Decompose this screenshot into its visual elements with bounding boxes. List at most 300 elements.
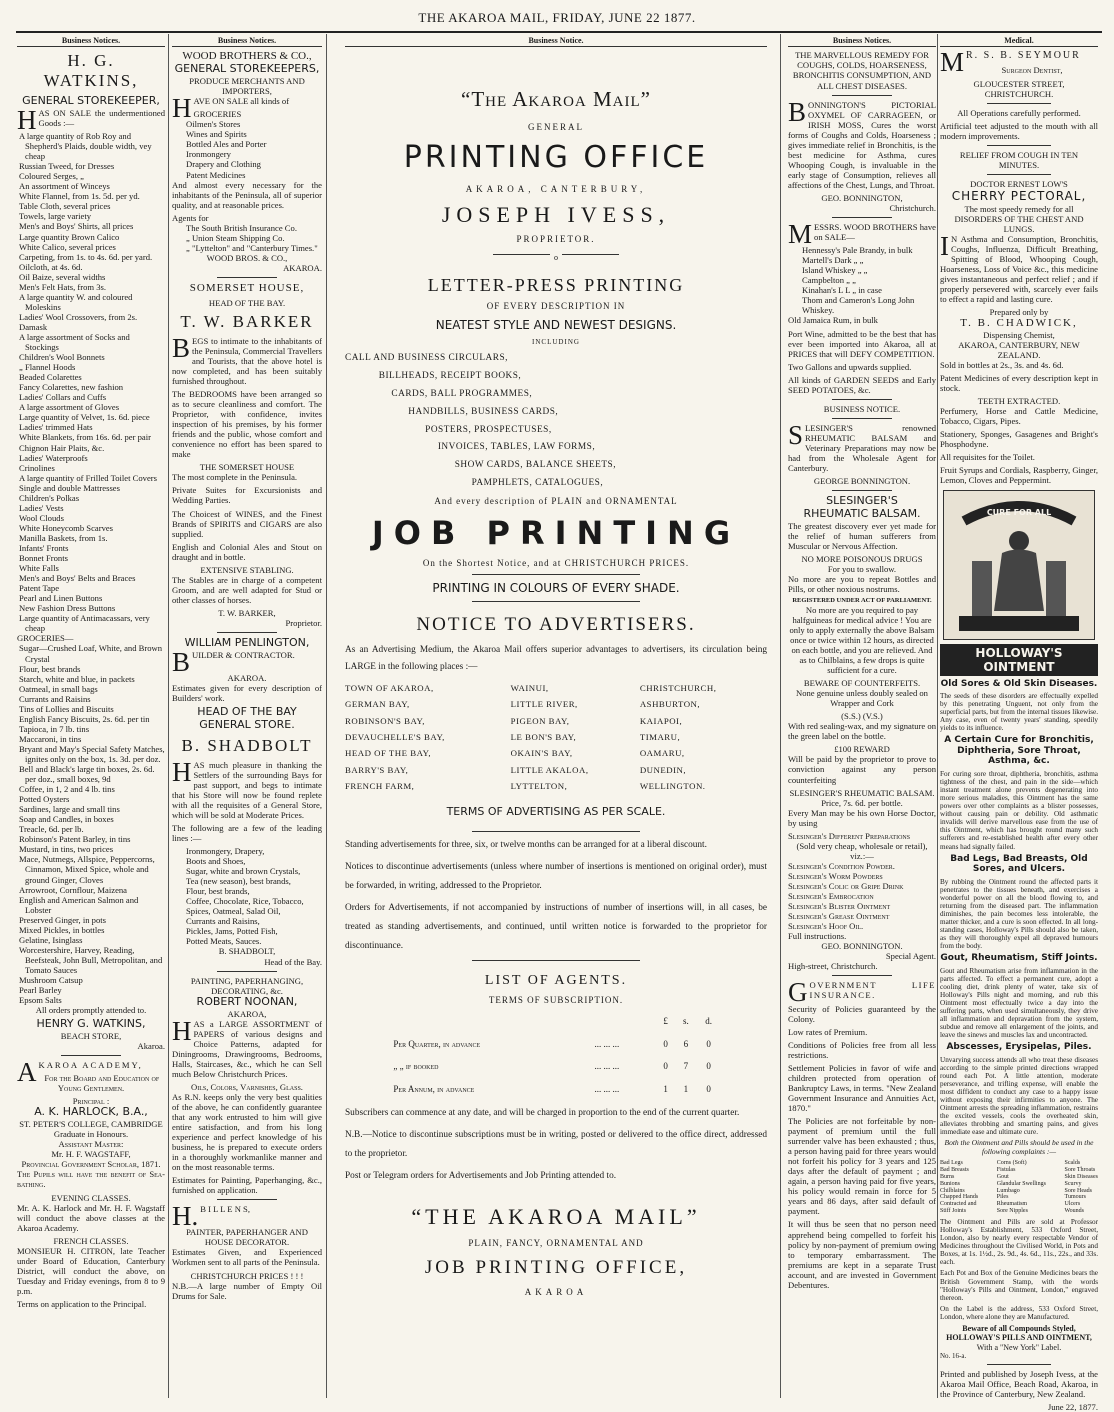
list-item: Men's and Boys' Belts and Braces [19, 573, 136, 584]
rule-ornament: o [550, 253, 562, 262]
column-rule [326, 34, 327, 1398]
list-item: Tapioca, in 7 lb. tins [19, 723, 90, 734]
list-item: Ulcers [1064, 1201, 1081, 1208]
list-item: Worcestershire, Harvey, Reading, Beefsteak, John Bull, Metropolitan, and Tomato Sauces [19, 944, 163, 975]
list-item: An assortment of Winceys [19, 181, 110, 192]
agents-label: Agents for [172, 212, 209, 223]
wood-title: WOOD BROTHERS & CO., [182, 50, 312, 63]
list-item: Lumbago [996, 1187, 1020, 1194]
list-item: Carpeting, from 1s. to 4s. 6d. per yard. [19, 251, 153, 262]
discontinue-text: Notices to discontinue advertisements (unless where number of insertions is mentioned on original order), must be forwarded, in writing, addressed to the Proprietor. [345, 861, 767, 892]
bronchitis-title: A Certain Cure for Bronchitis, Diphtheria, Sore Throat, Asthma, &c. [944, 735, 1094, 767]
list-item: Coloured Serges, „ [19, 171, 84, 182]
academy-for: For the Board and Education of Young Gentlemen. [44, 1073, 160, 1094]
list-item: White Honeycomb Scarves [19, 522, 114, 533]
list-item: Slesinger's Embrocation [788, 891, 874, 902]
legs-title: Bad Legs, Bad Breasts, Old Sores, and Ulcers. [950, 853, 1088, 875]
list-item: Ladies' trimmed Hats [19, 422, 93, 433]
list-item: „ Union Steam Shipping Co. [186, 232, 285, 243]
office-place: AKAROA, CANTERBURY, [465, 183, 647, 194]
list-item: Ladies' Wool Crossovers, from 2s. [19, 311, 138, 322]
printing-item: SHOW CARDS, BALANCE SHEETS, [454, 460, 617, 471]
speedy-text: The most speedy remedy for all [964, 203, 1074, 214]
sores-title: Old Sores & Old Skin Diseases. [940, 678, 1098, 689]
list-item: Large quantity Brown Calico [19, 231, 120, 242]
terms-title: TERMS OF ADVERTISING AS PER SCALE. [446, 805, 666, 819]
list-item: Oatmeal, in small bags [19, 683, 98, 694]
holloway-title: HOLLOWAY'S OINTMENT [940, 644, 1098, 676]
orders-note: All orders promptly attended to. [35, 1005, 147, 1016]
list-item: A large assortment of Gloves [19, 402, 120, 413]
list-item: Slesinger's Hoof Oil. [788, 921, 864, 932]
list-item: Chignon Hair Plaits, &c. [19, 442, 105, 453]
list-item: Hennessy's Pale Brandy, in bulk [802, 245, 913, 256]
proprietor-label: PROPRIETOR. [516, 233, 596, 244]
list-item: Coffee, in 1, 2 and 4 lb. tins [19, 784, 115, 795]
printed-date: June 22, 1877. [1047, 1402, 1098, 1412]
column-header: Medical. [940, 36, 1098, 47]
billens-text: Estimates Given, and Experienced Workmen sent to all parts of the Peninsula. [172, 1247, 322, 1268]
seal-mark: (S.S.) (V.S.) [841, 711, 883, 722]
teeth-extracted: TEETH EXTRACTED. [977, 396, 1061, 407]
list-item: Epsom Salts [19, 995, 62, 1006]
list-item: A large quantity of Rob Roy and Shepherd's Plaids, double width, vey cheap [19, 131, 152, 162]
column-header: d. [705, 1016, 713, 1027]
column-header: Business Notice. [345, 36, 767, 47]
hob-title: HEAD OF THE BAY GENERAL STORE. [197, 705, 297, 731]
table-row [345, 762, 767, 778]
list-item: Bonnet Fronts [19, 553, 68, 564]
beware-title: Beware of all Compounds Styled, [962, 1323, 1076, 1333]
footer-title: “THE AKAROA MAIL” [411, 1204, 701, 1230]
stabling-text: The Stables are in charge of a competent Groom, and are well adapted for Stud or other classes of horses. [172, 574, 322, 605]
list-item: Sugar—Crushed Loaf, White, and Brown Crystal [19, 643, 163, 664]
list-item: Patent Tape [19, 583, 60, 594]
list-item: Potted Oysters [19, 794, 70, 805]
subscription-cell: 0 [706, 1083, 711, 1094]
price-text: Price, 7s. 6d. per bottle. [821, 797, 903, 808]
list-item: New Fashion Dress Buttons [19, 603, 116, 614]
list-item: Piles [996, 1194, 1009, 1201]
reward-text: Will be paid by the proprietor to prove to conviction against any person counterfeiting [788, 754, 936, 785]
drop-cap: H. [172, 1201, 199, 1232]
drop-cap: M [788, 219, 813, 250]
evening-text: Mr. A. K. Harlock and Mr. H. F. Wagstaff will conduct the above classes at the Akaroa Academy. [17, 1202, 165, 1233]
column-3 [345, 36, 767, 1305]
bonnington-text: ONNINGTON'S PICTORIAL OXYMEL OF CARRAGEEN, or IRISH MOSS, Cures the worst forms of Coughs and Colds, Hoarseness ; gives immediate relief in Bronchitis, is the best medicine for Asthma, cures Whooping Cough, is invaluable in the early stage of Consumption, relieves all affections of the Chest, Lungs, and Throat. [788, 99, 936, 190]
town-cell: KAIAPOI, [639, 715, 683, 726]
masthead: THE AKAROA MAIL, FRIDAY, JUNE 22 1877. [418, 10, 696, 25]
list-item: Slesinger's Grease Ointment [788, 911, 890, 922]
printing-item: PAMPHLETS, CATALOGUES, [471, 478, 604, 489]
column-header: s. [683, 1016, 689, 1027]
town-cell: OAMARU, [639, 748, 685, 759]
drop-cap: H [172, 756, 192, 787]
asthma-text: N Asthma and Consumption, Bronchitis, Coughs, Influenza, Difficult Breathing, Spitting of Blood, Whooping Cough, Hoarseness, Loss of Voice &c., this medicine gives instantaneous and perfect relief ; and if properly persevered with, scarcely ever fails to effect a rapid and lasting cure. [940, 233, 1098, 304]
table-row [345, 696, 767, 712]
list-item: Ladies' Collars and Cuffs [19, 392, 107, 403]
beware-title: BEWARE OF COUNTERFEITS. [803, 678, 921, 689]
list-item: Patent Medicines [186, 169, 246, 180]
drop-cap: A [17, 1057, 37, 1088]
barker-text: Private Suites for Excursionists and Wedding Parties. [172, 485, 322, 506]
town-cell: TIMARU, [639, 731, 681, 742]
bonnington-place: Christchurch. [889, 203, 936, 214]
list-item: Mustard, in tins, two prices [19, 844, 114, 855]
list-item: Sore Heads [1064, 1187, 1092, 1194]
town-cell: ROBINSON'S BAY, [345, 715, 425, 726]
drop-cap: G [788, 977, 808, 1008]
footer-job: JOB PRINTING OFFICE, [424, 1256, 688, 1278]
subscription-cell: Per Quarter, in advance [393, 1038, 481, 1049]
drop-cap: B [172, 332, 191, 363]
list-item: Skin Diseases [1064, 1173, 1098, 1180]
shadbolt-sign: B. SHADBOLT, [218, 946, 276, 957]
stabling-title: EXTENSIVE STABLING. [200, 564, 294, 575]
list-item: Slesinger's Condition Powder. [788, 860, 895, 871]
operations-text: All Operations carefully performed. [957, 108, 1081, 119]
sealing-text: With red sealing-wax, and my signature on the green label on the bottle. [788, 721, 936, 742]
every-description: OF EVERY DESCRIPTION IN [486, 301, 626, 312]
standing-text: Standing advertisements for three, six, or twelve months can be arranged for at a liberal discount. [345, 839, 707, 850]
list-item: Chilblains [940, 1187, 965, 1194]
list-item: Men's and Boys' Shirts, all prices [19, 221, 134, 232]
list-item: Crinolines [19, 462, 55, 473]
agent-address: High-street, Christchurch. [788, 961, 878, 972]
shortest-notice: On the Shortest Notice, and at CHRISTCHURCH PRICES. [422, 558, 690, 569]
list-item: Mace, Nutmegs, Allspice, Peppercorns, Cinnamon, Mixed Spice, whole and ground Ginger, Cloves [19, 854, 155, 885]
assistant-school: Provincial Government Scholar, 1871. [21, 1159, 161, 1170]
list-item: Sore Throats [1064, 1166, 1096, 1173]
complaints-grid [940, 1160, 1098, 1215]
list-item: Gout [996, 1173, 1009, 1180]
list-item: Sugar, white and brown Crystals, [186, 866, 301, 877]
footer-place: AKAROA [524, 1286, 588, 1297]
subscription-cell: ... ... ... [594, 1061, 620, 1072]
assistant-name: Mr. H. F. WAGSTAFF, [51, 1149, 131, 1160]
gov-text: Security of Policies guaranteed by the Colony. [788, 1003, 936, 1024]
each-pot-text: Each Pot and Box of the Genuine Medicines bears the British Government Stamp, with the words "Holloway's Pills and Ointment, London," engraved thereon. [940, 1269, 1098, 1302]
relief-title: RELIEF FROM COUGH IN TEN MINUTES. [959, 150, 1079, 171]
town-cell: WELLINGTON. [639, 780, 706, 791]
wood-text: Port Wine, admitted to be the best that has ever been imported into Akaroa, all at PRICES that will DEFY COMPETITION. [788, 328, 936, 359]
noonan-text: AS a LARGE ASSORTMENT of PAPERS of various designs and Choice Patterns, adapted for Diningrooms, Drawingrooms, Bedrooms, Halls, Staircases, &c., which he can Sell much Below Christchurch Prices. [172, 1018, 322, 1079]
billens-nb: N.B.—A large number of Empty Oil Drums for Sale. [172, 1280, 322, 1301]
evening-title: EVENING CLASSES. [51, 1192, 131, 1203]
drop-cap: M [940, 47, 965, 78]
reward-title: £100 REWARD [834, 744, 890, 755]
list-item: Gelatine, Isinglass [19, 934, 83, 945]
slesinger-title: SLESINGER'S [826, 494, 898, 508]
every-man-text: Every Man may be his own Horse Doctor, by using [788, 807, 936, 828]
street-label: GLOUCESTER STREET, [973, 79, 1065, 90]
notice-text: As an Advertising Medium, the Akaroa Mail offers superior advantages to advertisers, its circulation being LARGE in the following places :— [345, 644, 767, 673]
chadwick-place: AKAROA, CANTERBURY, NEW ZEALAND. [958, 339, 1080, 360]
slesinger-title-2: RHEUMATIC BALSAM. [803, 507, 921, 520]
wood-intro: ESSRS. WOOD BROTHERS have on SALE— [814, 222, 936, 243]
column-2 [172, 36, 322, 1304]
town-cell: FRENCH FARM, [345, 780, 415, 791]
town-cell: OKAIN'S BAY, [510, 748, 573, 759]
list-item: Single and double Mattresses [19, 482, 120, 493]
list-item: Slesinger's Blister Ointment [788, 901, 891, 912]
no-more-text: No more are you to repeat Bottles and Pills, or other noxious nostrums. [788, 574, 936, 595]
surgeon-label: Surgeon Dentist, [1001, 65, 1063, 76]
penlington-text: Estimates given for every description of Builders' work. [172, 682, 322, 703]
terms-text: Terms on application to the Principal. [17, 1298, 147, 1309]
list-item: Scurvy [1064, 1180, 1082, 1187]
column-rule [168, 34, 169, 1398]
subscription-cell: 0 [663, 1061, 668, 1072]
list-item: Maccaroni, in tins [19, 733, 82, 744]
abscess-title: Abscesses, Erysipelas, Piles. [946, 1042, 1092, 1053]
list-item: Fistulas [996, 1166, 1016, 1173]
list-item: Beaded Colarettes [19, 372, 82, 383]
noonan-place: AKAROA, [227, 1008, 267, 1019]
printing-item: CARDS, BALL PROGRAMMES, [391, 388, 533, 399]
slesinger-sign: GEORGE BONNINGTON. [813, 476, 911, 487]
chadwick-name: T. B. CHADWICK, [960, 317, 1078, 330]
subscription-cell: 0 [706, 1061, 711, 1072]
list-item: Oilmen's Stores [186, 119, 241, 130]
drop-cap: H [17, 104, 37, 135]
list-item: A large quantity W. and coloured Moleskins [19, 291, 133, 312]
price-title: SLESINGER'S RHEUMATIC BALSAM. [789, 787, 935, 798]
preparations-note: (Sold very cheap, wholesale or retail), viz.:— [796, 840, 928, 861]
subscription-title: TERMS OF SUBSCRIPTION. [488, 994, 624, 1005]
column-header: Business Notices. [172, 36, 322, 47]
town-cell: DEVAUCHELLE'S BAY, [345, 731, 445, 742]
city-label: CHRISTCHURCH. [984, 89, 1054, 100]
list-item: „ Flannel Hoods [19, 362, 76, 373]
town-cell: WAINUI, [510, 683, 549, 694]
gov-text: It will thus be seen that no person need apprehend being compelled to forfeit his policy by non-payment of premium owing to temporary embarrassment. The premiums are kept in a separate Trust account, and are invested in Government Debentures. [788, 1219, 936, 1290]
watkins-intro: AS ON SALE the undermentioned Goods :— [38, 107, 165, 129]
list-item: „ "Lyttelton" and "Canterbury Times." [186, 242, 318, 253]
table-row [391, 1033, 720, 1056]
list-item: Flour, best brands, [186, 886, 250, 897]
subscription-cell: „ „ if booked [393, 1061, 439, 1072]
list-item: Mushroom Catsup [19, 975, 83, 985]
full-instructions: Full instructions. [788, 931, 847, 942]
list-item: Contracted and [940, 1201, 977, 1208]
list-item: A large assortment of Socks and Stockings [19, 332, 130, 353]
list-item: Wines and Spirits [186, 129, 247, 140]
subscription-table [391, 1010, 720, 1100]
principal-grad: Graduate in Honours. [53, 1129, 129, 1140]
billens-subtitle: PAINTER, PAPERHANGER AND HOUSE DECORATOR. [186, 1227, 308, 1248]
column-4 [788, 36, 936, 1293]
town-cell: DUNEDIN, [639, 764, 687, 775]
column-header: Business Notices. [17, 36, 165, 47]
bonnington-sign: GEO. BONNINGTON, [821, 192, 903, 203]
stationery-text: Stationery, Sponges, Gasagenes and Bright's Phosphodyne. [940, 429, 1098, 450]
list-item: Currants and Raisins, [186, 916, 260, 927]
gov-text: Low rates of Premium. [788, 1026, 868, 1037]
holloway-engraving [943, 490, 1095, 640]
ad-number: No. 16-a. [940, 1351, 967, 1360]
sea-bathing: The Pupils will have the benefit of Sea-bathing. [17, 1169, 165, 1190]
somerset-subtitle: HEAD OF THE BAY. [208, 297, 286, 308]
list-item: Pickles, Jams, Potted Fish, [186, 926, 278, 937]
list-item: English Fancy Biscuits, 2s. 6d. per tin [19, 713, 150, 724]
both-text: Both the Ointment and Pills should be used in the following complaints :— [944, 1138, 1094, 1157]
sign-name: HENRY G. WATKINS, [36, 1017, 146, 1031]
wood-subtitle: GENERAL STOREKEEPERS, [174, 62, 320, 76]
beware-text: None genuine unless doubly sealed on Wrapper and Cork [796, 688, 928, 709]
slesinger-text: The greatest discovery ever yet made for the relief of human sufferers from Muscular or Nervous Affection. [788, 520, 936, 551]
list-item: White Blankets, from 16s. 6d. per pair [19, 432, 151, 443]
registered-text: No more are you required to pay halfguineas for medical advice ! You are only to apply externally the above Balsam once or twice within 12 hours, as directed on each bottle, and you are relieved. And as to Chilblains, a few drops is quite sufficient for a cure. [789, 604, 935, 676]
orders-text: Orders for Advertisements, if not accompanied by instructions of number of insertions will, in all cases, be treated as standing advertisements, and continued, until written notice is forwarded to the proprietor for discontinuance. [345, 903, 767, 952]
list-item: Burns [940, 1173, 955, 1180]
remedy-title: THE MARVELLOUS REMEDY FOR COUGHS, COLDS, HOARSENESS, BRONCHITIS CONSUMPTION, AND ALL CHEST DISEASES. [792, 50, 932, 91]
list-item: Glandular Swellings [996, 1180, 1046, 1187]
wood-text: Old Jamaica Rum, in bulk [788, 315, 878, 326]
list-item: Ladies' Vests [19, 502, 64, 513]
colours-line: PRINTING IN COLOURS OF EVERY SHADE. [432, 580, 680, 595]
list-item: Arrowroot, Cornflour, Maizena [19, 884, 128, 895]
agent-sign: GEO. BONNINGTON. [821, 941, 903, 952]
barker-text: EGS to intimate to the inhabitants of the Peninsula, Commercial Travellers and Tourists, that the above hotel is now completed, and has been suitably furnished throughout. [172, 335, 322, 386]
billens-prices: CHRISTCHURCH PRICES ! ! ! [190, 1270, 304, 1281]
assistant-label: Assistant Master: [58, 1139, 124, 1150]
list-item: White Calico, several prices [19, 241, 116, 252]
neatest-style: NEATEST STYLE AND NEWEST DESIGNS. [435, 317, 677, 332]
list-item: Men's Felt Hats, from 3s. [19, 281, 107, 292]
list-item: Sardines, large and small tins [19, 804, 120, 815]
preparations-list [788, 861, 936, 931]
barker-house: THE SOMERSET HOUSE [199, 462, 295, 473]
list-item: Tea (new season), best brands, [186, 876, 291, 887]
doctor-label: DOCTOR ERNEST LOW'S [970, 179, 1068, 190]
barker-role: Proprietor. [285, 617, 322, 628]
barker-sign: T. W. BARKER, [218, 607, 276, 618]
gov-text: Conditions of Policies free from all less restrictions. [788, 1039, 936, 1060]
somerset-title: SOMERSET HOUSE, [189, 281, 305, 294]
spirits-list [788, 245, 936, 315]
printing-item: BILLHEADS, RECEIPT BOOKS, [378, 370, 522, 381]
printing-items [345, 353, 767, 489]
akaroa-mail-title: “The Akaroa Mail” [461, 87, 651, 112]
town-cell: PIGEON BAY, [510, 715, 570, 726]
list-item: English and American Salmon and Lobster [19, 894, 139, 915]
watkins-title: H. G. WATKINS, [43, 51, 139, 91]
proprietor-name: JOSEPH IVESS, [441, 202, 671, 228]
slesinger-text: LESINGER'S renowned RHEUMATIC BALSAM and Veterinary Preparations may now be had from the Wholesale Agent for Canterbury. [788, 422, 936, 474]
noonan-text: Estimates for Painting, Paperhanging, &c., furnished on application. [172, 1175, 322, 1196]
list-item: Fancy Colarettes, new fashion [19, 382, 124, 393]
subscription-cell: ... ... ... [594, 1083, 620, 1094]
table-row [345, 713, 767, 729]
column-rule [780, 34, 781, 1398]
column-header: £ [663, 1016, 668, 1027]
barker-text: English and Colonial Ales and Stout on draught and in bottle. [172, 541, 322, 562]
list-item: Treacle, 6d. per lb. [19, 824, 84, 835]
wood-sign-2: AKAROA. [283, 262, 322, 273]
gov-text: The Policies are not forfeitable by non-payment of premium until the full surrender valve has been exhausted ; thus, a person having paid for three years would not forfeit his policy for 3 years and 125 days after the default of payment ; and again, a person having paid for five years, his policy would remain in force for 5 years and 86 days, after said default of payment. [788, 1115, 936, 1217]
list-item: Robinson's Patent Barley, in tins [19, 834, 131, 845]
list-item: White Flannel, from 1s. 5d. per yd. [19, 191, 140, 202]
principal-college: ST. PETER'S COLLEGE, CAMBRIDGE [19, 1119, 163, 1130]
label-text: On the Label is the address, 533 Oxford Street, London, where alone they are Manufactured. [940, 1304, 1098, 1321]
list-item: Ironmongery [186, 149, 231, 160]
subscription-cell: ... ... ... [594, 1038, 620, 1049]
list-item: Children's Polkas [19, 492, 80, 503]
agents-title: LIST OF AGENTS. [484, 973, 628, 989]
registered-label: REGISTERED UNDER ACT OF PARLIAMENT. [792, 597, 932, 605]
list-item: Preserved Ginger, in pots [19, 914, 107, 925]
list-item: Ironmongery, Drapery, [186, 845, 265, 856]
list-item: Infants' Fronts [19, 542, 69, 553]
list-item: Corns (Soft) [996, 1159, 1027, 1166]
gov-title: OVERNMENT LIFE INSURANCE. [809, 980, 936, 1001]
including-label: INCLUDING [532, 337, 580, 346]
groceries-label: GROCERIES— [17, 633, 74, 644]
bronchitis-text: For curing sore throat, diphtheria, bronchitis, asthma tightness of the chest, and pain in the side—which instant treatment alone prevents degenerating into more serious maladies, this Ointment has the same powers over other complaints as a blister possesses, without causing pain or debility. Old asthmatic invalids will derive marvellous ease from the use of this Ointment, which has brought round many such sufferers and re-established health after every other means had signally failed. [940, 769, 1098, 851]
list-item: GROCERIES [193, 109, 242, 120]
post-text: Post or Telegram orders for Advertisements and Job Printing attended to. [345, 1171, 617, 1182]
principal-label: Principal : [72, 1096, 110, 1107]
table-row [391, 1055, 720, 1078]
sign-line: Akaroa. [137, 1041, 165, 1052]
list-item: Children's Wool Bonnets [19, 352, 105, 363]
teeth-text: Artificial teet adjusted to the mouth with all modern improvements. [940, 121, 1098, 142]
french-text: MONSIEUR H. CITRON, late Teacher under Board of Education, Canterbury District, will conduct the above, on Tuesday and Friday evenings, from 8 to 9 p.m. [17, 1245, 165, 1296]
penlington-title: WILLIAM PENLINGTON, [184, 636, 310, 650]
noonan-text: As R.N. keeps only the very best qualities of the above, he can confidently guarantee that any work entrusted to him will give entire satisfaction, and from his long experience and perfect knowledge of his business, he is prepared to execute orders in a thoroughly workmanlike manner and on the most reasonable terms. [172, 1091, 322, 1173]
list-item: Manilla Baskets, from 1s. [19, 532, 108, 543]
list-item: Oilcloth, at 4s. 6d. [19, 261, 83, 272]
noonan-title: ROBERT NOONAN, [196, 994, 298, 1008]
list-item: Bad Legs [940, 1159, 963, 1166]
patent-text: Patent Medicines of every description kept in stock. [940, 373, 1098, 394]
list-item: Tumours [1064, 1194, 1086, 1201]
business-notice-title: BUSINESS NOTICE. [823, 403, 901, 414]
wood-goods-list [172, 109, 322, 179]
town-cell: ASHBURTON, [639, 699, 701, 710]
printing-item: HANDBILLS, BUSINESS CARDS, [408, 406, 559, 417]
wood-subtitle-2: PRODUCE MERCHANTS AND IMPORTERS, [189, 76, 305, 97]
list-item: Coffee, Chocolate, Rice, Tobacco, [186, 896, 304, 907]
list-item: Thom and Cameron's Long John Whiskey. [802, 295, 915, 316]
gout-title: Gout, Rheumatism, Stiff Joints. [940, 953, 1098, 964]
town-cell: LITTLE AKALOA, [510, 764, 589, 775]
printing-item: POSTERS, PROSPECTUSES, [425, 424, 552, 435]
list-item: Towels, large variety [19, 211, 92, 222]
abscess-text: Unvarying success attends all who treat these diseases according to the simple printed directions wrapped round each Pot. A little attention, moderate perseverance, and trifling expense, will enable the most diffident to conduct any case to a happy issue without exposing their infirmities to anyone. The Ointment arrests the spreading inflammation, restrains the excited vessels, cools the overheated skin, alleviates throbbing and smarting pains, and gives immediate ease and ultimate cure. [940, 1055, 1098, 1137]
gov-text: Settlement Policies in favor of wife and children protected from operation of Bankruptcy Laws, in terms. "New Zealand Government Insurance and Annuities Act, 1870." [788, 1062, 936, 1113]
list-item: Table Cloth, several prices [19, 201, 111, 212]
list-item: Sore Nipples [996, 1208, 1028, 1215]
list-item: Soap and Candles, in boxes [19, 814, 114, 825]
list-item: Flour, best brands [19, 663, 81, 674]
list-item: Large quantity of Velvet, 1s. 6d. piece [19, 412, 150, 423]
goods-list [17, 131, 165, 633]
subscription-cell: 6 [683, 1038, 689, 1049]
every-other: And every description of PLAIN and ORNAMENTAL [434, 496, 678, 507]
academy-title: KAROA ACADEMY, [38, 1060, 143, 1071]
column-rule [937, 34, 938, 1398]
list-item: Rheumatism [996, 1201, 1028, 1208]
list-item: Campbelton „ „ [802, 275, 856, 286]
list-item: Bunions [940, 1180, 961, 1187]
shadbolt-text: AS much pleasure in thanking the Settlers of the surrounding Bays for past support, and begs to intimate that his Store will now be found replete with all the requisites of a General Store, which will be sold at Moderate Prices. [172, 759, 322, 820]
gout-text: Gout and Rheumatism arise from inflammation in the parts affected. To effect a permanent cure, adopt a cooling diet, drink plenty of water, take six of Holloway's Pills night and morning, and rub this Ointment most effectually twice a day into the suffering parts, when used simultaneously, they drive all inflammation and depravation from the system, subdue and remove all enlargement of the joints, and leave the sinews and muscles lax and uncontracted. [940, 966, 1098, 1040]
wood-intro: AVE ON SALE all kinds of [193, 96, 290, 107]
list-item: Kinahan's L L „ in case [802, 285, 882, 296]
shadbolt-title: B. SHADBOLT [181, 735, 313, 755]
